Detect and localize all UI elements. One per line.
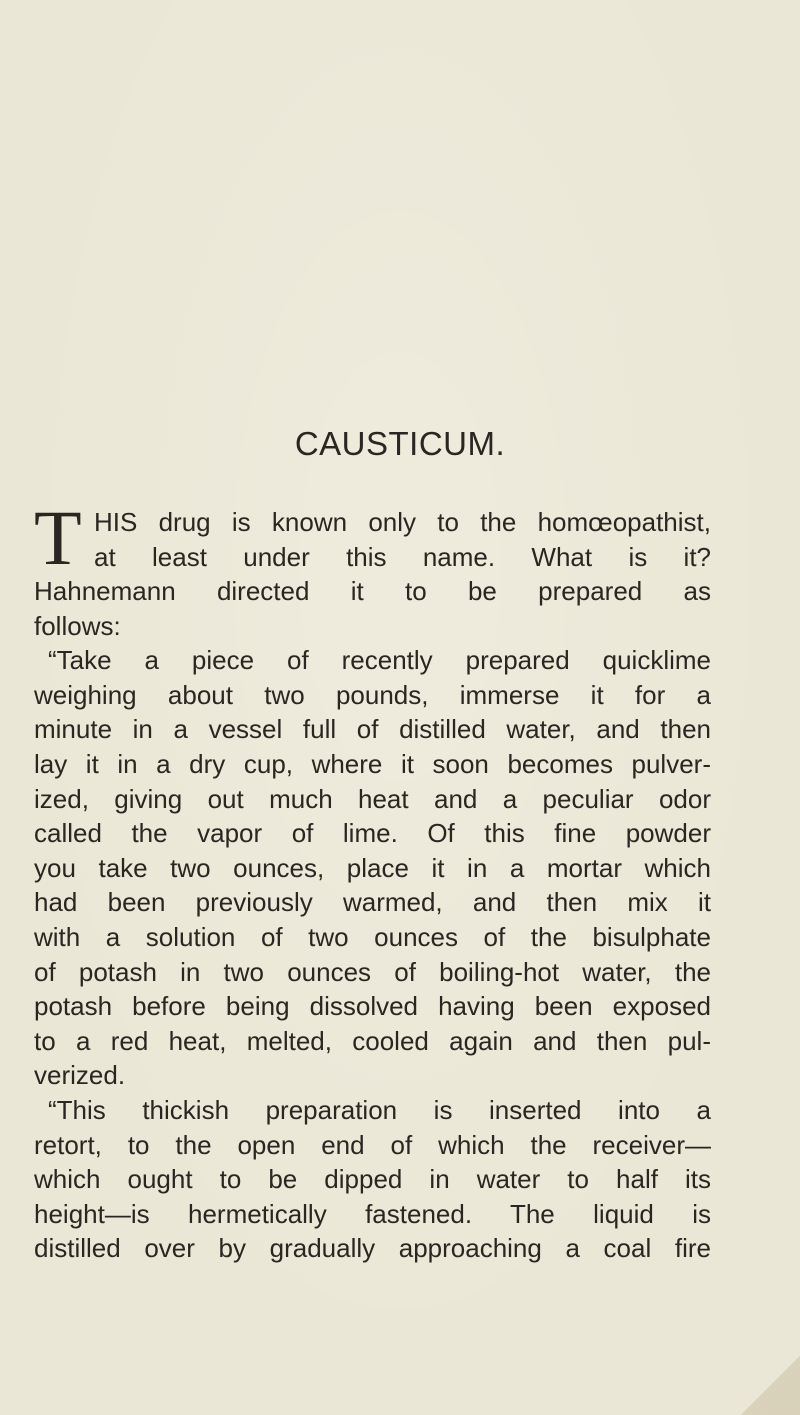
text-line: which ought to be dipped in water to half its bbox=[34, 1164, 711, 1195]
text-line: ized, giving out much heat and a peculiar odor bbox=[34, 783, 711, 814]
text-line: distilled over by gradually approaching a coal fire bbox=[34, 1233, 711, 1264]
text-line: weighing about two pounds, immerse it for a bbox=[34, 679, 711, 710]
text-line: had been previously warmed, and then mix it bbox=[34, 887, 711, 918]
text-line: lay it in a dry cup, where it soon becomes pulver- bbox=[34, 748, 711, 779]
text-line: to a red heat, melted, cooled again and then pul- bbox=[34, 1025, 711, 1056]
text-line: “This thickish preparation is inserted into a bbox=[48, 1094, 711, 1125]
text-line: you take two ounces, place it in a mortar which bbox=[34, 852, 711, 883]
text-line: at least under this name. What is it? bbox=[94, 541, 711, 572]
text-line: “Take a piece of recently prepared quicklime bbox=[48, 645, 711, 676]
text-line: potash before being dissolved having been exposed bbox=[34, 991, 711, 1022]
text-line: with a solution of two ounces of the bisulphate bbox=[34, 921, 711, 952]
text-line: HIS drug is known only to the homœopathist, bbox=[94, 507, 711, 537]
page-corner-shading bbox=[740, 1355, 800, 1415]
text-line: follows: bbox=[34, 610, 121, 641]
text-line: height—is hermetically fastened. The liquid is bbox=[34, 1198, 711, 1229]
body-text bbox=[34, 574, 711, 1266]
text-line: called the vapor of lime. Of this fine powder bbox=[34, 818, 711, 849]
drop-cap-letter: T bbox=[34, 494, 82, 581]
text-line: minute in a vessel full of distilled water, and then bbox=[34, 714, 711, 745]
text-line: of potash in two ounces of boiling-hot water, the bbox=[34, 956, 711, 987]
opening-lines bbox=[94, 505, 711, 574]
text-line: retort, to the open end of which the receiver— bbox=[34, 1129, 711, 1160]
text-line: verized. bbox=[34, 1060, 126, 1091]
text-line: Hahnemann directed it to be prepared as bbox=[34, 576, 711, 606]
page-title: CAUSTICUM. bbox=[294, 425, 506, 462]
